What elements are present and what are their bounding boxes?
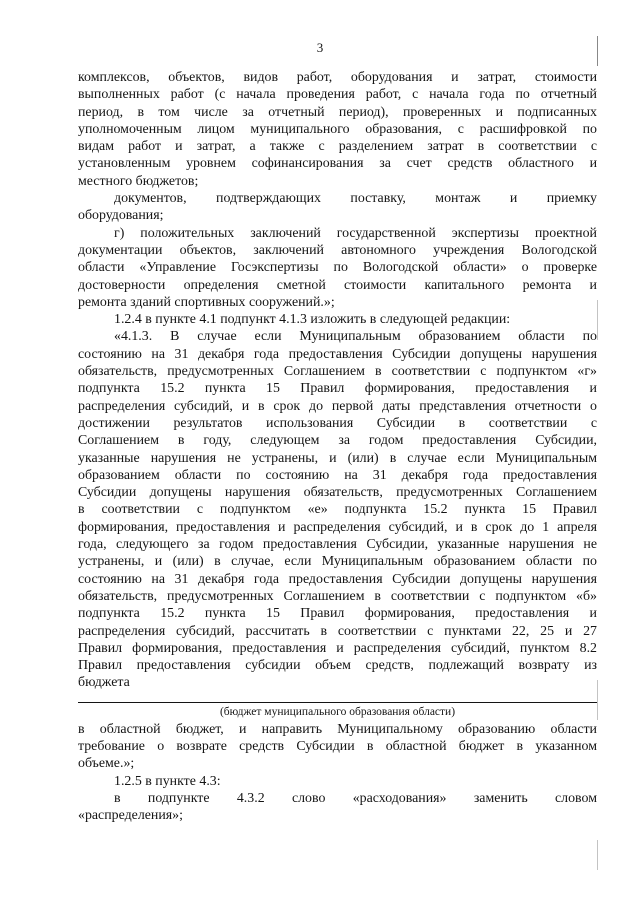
text-line: выполненных работ (с начала проведения работ, с начала года по отчетный	[78, 87, 597, 103]
text-line: г) положительных заключений государственной экспертизы проектной	[114, 225, 597, 241]
text-line: Соглашением в году, следующем за годом предоставления Субсидии,	[78, 433, 597, 449]
fill-in-caption: (бюджет муниципального образования области)	[219, 705, 456, 718]
text-line: Правил предоставления субсидии объем средств, подлежащий возврату из	[78, 658, 597, 674]
scan-edge-mark	[597, 840, 598, 870]
text-line: объеме.»;	[78, 756, 135, 772]
text-line: ремонта зданий спортивных сооружений.»;	[78, 294, 335, 310]
text-line: в соответствии с подпунктом «е» подпункта 15.2 пункта 15 Правил	[78, 502, 597, 518]
text-line: достоверности определения сметной стоимости капитального ремонта и	[78, 277, 597, 293]
text-line: 1.2.5 в пункте 4.3:	[114, 773, 221, 789]
text-line: года, следующего за годом предоставления Субсидии, указанные нарушения не	[78, 537, 597, 553]
text-line: документации объектов, заключений автономного учреждения Вологодской	[78, 242, 597, 258]
text-line: документов, подтверждающих поставку, монтаж и приемку	[114, 191, 597, 207]
paragraph	[78, 790, 597, 825]
text-line: обязательств, предусмотренных Соглашением в соответствии с подпунктом «г»	[78, 364, 597, 380]
fill-in-line	[78, 702, 597, 703]
text-line: требование о возврате средств Субсидии в областной бюджет в указанном	[78, 738, 597, 754]
text-line: уполномоченным лицом муниципального образования, с расшифровкой по	[78, 121, 597, 137]
paragraph	[78, 69, 597, 190]
text-line: обязательств, предусмотренных Соглашением в соответствии с подпунктом «б»	[78, 588, 597, 604]
text-line: в областной бюджет, и направить Муниципальному образованию области	[78, 721, 597, 737]
paragraph	[78, 311, 597, 328]
text-line: состоянию на 31 декабря года предоставления Субсидии допущены нарушения	[78, 346, 597, 362]
paragraph	[78, 328, 597, 691]
text-line: распределения субсидий, рассчитать в соответствии с пунктами 22, 25 и 27	[78, 623, 597, 639]
scan-edge-mark	[597, 36, 598, 66]
text-line: области «Управление Госэкспертизы по Вологодской области» о проверке	[78, 260, 597, 276]
paragraph	[78, 721, 597, 773]
text-line: состоянию на 31 декабря года предоставления Субсидии допущены нарушения	[78, 571, 597, 587]
text-line: подпункта 15.2 пункта 15 Правил формирования, предоставления и	[78, 606, 597, 622]
scan-edge-mark	[597, 680, 598, 720]
text-line: подпункта 15.2 пункта 15 Правил формирования, предоставления и	[78, 381, 597, 397]
text-line: Субсидии допущены нарушения обязательств, предусмотренных Соглашением	[78, 485, 597, 501]
text-line: формирования, предоставления и распределения субсидий, и в срок до 1 апреля	[78, 519, 597, 535]
text-line: период, в том числе за отчетный период), проверенных и подписанных	[78, 104, 597, 120]
paragraph	[78, 773, 597, 790]
scan-edge-mark	[597, 300, 598, 340]
text-line: образованием области по состоянию на 31 декабря года предоставления	[78, 467, 597, 483]
text-line: устранены, и (или) в случае, если Муниципальным образованием области по	[78, 554, 597, 570]
text-line: распределения субсидий, и в срок до первой даты представления отчетности о	[78, 398, 597, 414]
text-line: Правил формирования, предоставления и распределения субсидий, пунктом 8.2	[78, 640, 597, 656]
text-line: 1.2.4 в пункте 4.1 подпункт 4.1.3 изложить в следующей редакции:	[114, 312, 511, 328]
text-line: достижении результатов использования Субсидии в соответствии с	[78, 415, 597, 431]
text-line: видам работ и затрат, а также с разделением затрат в соответствии с	[78, 139, 597, 155]
text-line: установленным уровнем софинансирования за счет средств областного и	[78, 156, 597, 172]
page-number: 3	[316, 40, 324, 55]
text-line: комплексов, объектов, видов работ, оборудования и затрат, стоимости	[78, 70, 597, 85]
text-line: «4.1.3. В случае если Муниципальным образованием области по	[114, 329, 597, 345]
document-body	[78, 69, 597, 824]
text-line: оборудования;	[78, 208, 164, 224]
text-line: указанные нарушения не устранены, и (или) в случае если Муниципальным	[78, 450, 597, 466]
text-line: местного бюджетов;	[78, 173, 199, 189]
paragraph	[78, 190, 597, 225]
text-line: «распределения»;	[78, 808, 183, 824]
text-line: бюджета	[78, 675, 130, 691]
paragraph	[78, 225, 597, 311]
text-line: в подпункте 4.3.2 слово «расходования» заменить словом	[114, 790, 597, 806]
